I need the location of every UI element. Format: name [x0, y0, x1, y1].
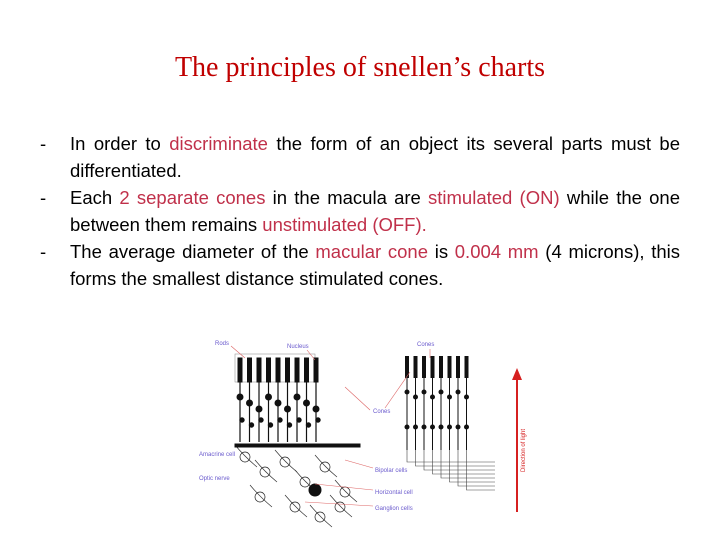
- bullet-text: the form of an object its several parts must be differentiated.: [70, 133, 681, 181]
- retina-diagram: [195, 332, 540, 530]
- bullet-item-2: [40, 184, 680, 238]
- right-photoreceptor-group: [405, 356, 496, 490]
- bullet-text: (4 microns), this forms the smallest distance stimulated cones.: [70, 241, 680, 289]
- bullet-text: while the one between them remains: [70, 187, 680, 235]
- cone-cell: [456, 356, 496, 486]
- horizontal-label: Horizontal cell: [375, 490, 413, 496]
- highlight-text: 0.004 mm: [454, 241, 539, 262]
- photoreceptor-cell: [256, 358, 263, 442]
- bullet-dash: -: [40, 241, 47, 262]
- cones-label: Cones: [373, 409, 391, 415]
- bullet-list: [40, 130, 680, 292]
- light-direction-label: Direction of light: [521, 428, 527, 472]
- photoreceptor-cell: [247, 358, 254, 442]
- photoreceptor-cell: [266, 358, 273, 442]
- photoreceptor-cell: [285, 358, 292, 442]
- bullet-text: is: [428, 241, 455, 262]
- photoreceptor-cell: [313, 358, 320, 442]
- highlight-text: stimulated (ON): [428, 187, 560, 208]
- neural-network: [235, 445, 357, 527]
- bullet-dash: -: [40, 133, 47, 154]
- highlight-text: unstimulated (OFF).: [262, 214, 427, 235]
- highlight-text: 2 separate cones: [119, 187, 266, 208]
- retina-diagram-svg: [195, 332, 540, 530]
- cone-cell: [447, 356, 495, 482]
- cones-top-label: Cones: [417, 342, 435, 348]
- bullet-item-1: [40, 130, 680, 184]
- photoreceptor-cell: [304, 358, 311, 442]
- bullet-text: The average diameter of the: [70, 241, 316, 262]
- photoreceptor-cell: [294, 358, 301, 442]
- bipolar-label: Bipolar cells: [375, 468, 408, 474]
- highlight-text: macular cone: [315, 241, 428, 262]
- bullet-text: In order to: [70, 133, 170, 154]
- nucleus-label: Nucleus: [287, 344, 309, 350]
- bullet-item-3: [40, 238, 680, 292]
- photoreceptor-cell: [237, 358, 244, 442]
- photoreceptor-cell: [275, 358, 282, 442]
- bullet-dash: -: [40, 187, 47, 208]
- bullet-text: Each: [70, 187, 120, 208]
- amacrine-label: Amacrine cell: [199, 452, 236, 458]
- rods-label: Rods: [215, 341, 230, 347]
- left-photoreceptor-group: [235, 354, 360, 527]
- optic-nerve-label: Optic nerve: [199, 476, 230, 482]
- ganglion-label: Ganglion cells: [375, 506, 413, 512]
- highlight-text: discriminate: [169, 133, 268, 154]
- slide-title: The principles of snellen’s charts: [174, 52, 546, 83]
- bullet-text: in the macula are: [265, 187, 429, 208]
